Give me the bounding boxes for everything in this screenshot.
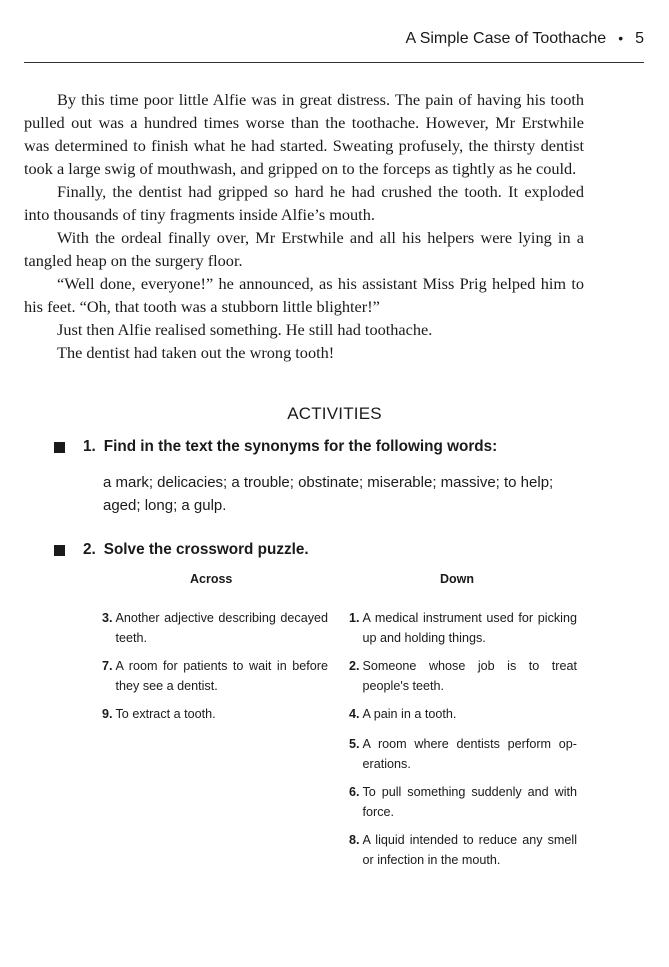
bullet-square-icon — [54, 545, 65, 556]
clue-number: 9. — [102, 707, 113, 721]
header-separator: • — [618, 30, 624, 46]
page-number: 5 — [635, 30, 644, 47]
clue-number: 4. — [349, 707, 360, 721]
clue-number: 1. — [349, 611, 360, 625]
clue-number: 2. — [349, 659, 360, 673]
across-clue — [102, 705, 328, 725]
task-2-instruction: Solve the crossword puzzle. — [103, 541, 309, 558]
story-paragraph: With the ordeal finally over, Mr Erstwhile and all his helpers were lying in a tangled heap on the surgery floor. — [24, 228, 584, 270]
header-rule — [24, 62, 644, 63]
clue-number: 7. — [102, 659, 113, 673]
clue-number: 5. — [349, 737, 360, 751]
header-title: A Simple Case of Toothache — [405, 30, 607, 47]
down-clue — [349, 609, 577, 648]
story-paragraph: “Well done, everyone!” he announced, as his assistant Miss Prig helped him to his feet. “Oh, that tooth was a stubborn little blighter!” — [24, 274, 584, 316]
down-clue — [349, 783, 577, 822]
across-clue — [102, 657, 328, 696]
down-clue — [349, 831, 577, 870]
clue-text: A medical instrument used for picking up and holding things. — [362, 611, 577, 645]
clue-text: To extract a tooth. — [115, 707, 216, 721]
running-header — [24, 30, 644, 48]
task-2-number: 2. — [83, 541, 96, 558]
task-1-number: 1. — [83, 438, 96, 455]
clue-number: 8. — [349, 833, 360, 847]
clue-text: A liquid intended to reduce any smell or infection in the mouth. — [362, 833, 577, 867]
clue-text: To pull something suddenly and with force. — [362, 785, 577, 819]
down-clue — [349, 705, 577, 725]
across-clue — [102, 609, 328, 648]
story-paragraph: The dentist had taken out the wrong tooth! — [57, 343, 335, 362]
story-paragraph: By this time poor little Alfie was in great distress. The pain of having his tooth pulled out was a hundred times worse than the toothache. However, Mr Erstwhile was determined to finish what he had started. Sweating profusely, the thirsty dentist took a large swig of mouthwash, and gripped on to the forceps as tightly as he could. — [24, 90, 584, 178]
activities-heading: ACTIVITIES — [287, 404, 382, 423]
synonym-word-list: a mark; delicacies; a trouble; obstinate; miserable; massive; to help; aged; long; a gulp. — [103, 474, 554, 514]
clue-text: A pain in a tooth. — [362, 707, 457, 721]
clue-number: 6. — [349, 785, 360, 799]
clue-number: 3. — [102, 611, 113, 625]
clue-text: Another adjective describing decayed teeth. — [115, 611, 328, 645]
task-1-instruction: Find in the text the synonyms for the following words: — [103, 438, 498, 455]
clue-text: Someone whose job is to treat people's teeth. — [362, 659, 577, 693]
down-heading: Down — [440, 572, 475, 586]
across-heading: Across — [190, 572, 233, 586]
down-clue — [349, 735, 577, 774]
bullet-square-icon — [54, 442, 65, 453]
task-2-heading — [54, 541, 309, 559]
clue-text: A room for patients to wait in before they see a dentist. — [115, 659, 328, 693]
task-1-heading — [54, 438, 497, 456]
down-clue — [349, 657, 577, 696]
story-paragraph: Finally, the dentist had gripped so hard he had crushed the tooth. It exploded into thousands of tiny fragments inside Alfie’s mouth. — [24, 182, 584, 224]
story-paragraph: Just then Alfie realised something. He still had toothache. — [57, 320, 433, 339]
story-text — [24, 88, 584, 364]
clue-text: A room where dentists perform operations. — [362, 737, 577, 771]
